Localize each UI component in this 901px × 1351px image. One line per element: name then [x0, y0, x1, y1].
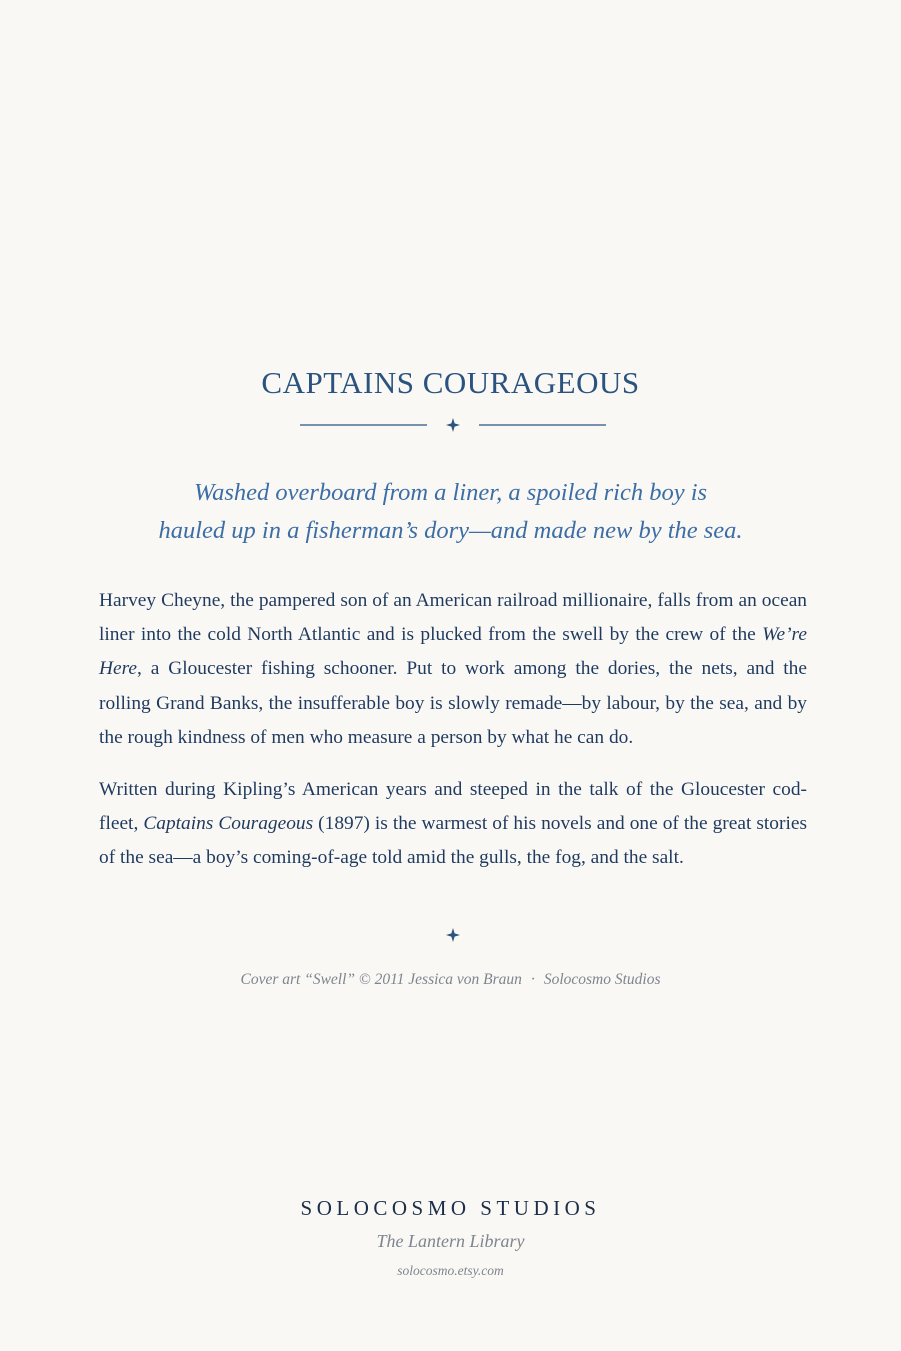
credit-separator: ·: [530, 971, 535, 988]
credit-studio: Solocosmo Studios: [543, 971, 661, 988]
tagline-line-2: hauled up in a fisherman’s dory—and made new by the sea.: [158, 517, 743, 544]
section-divider: [0, 924, 901, 946]
cover-art-credit: [0, 969, 901, 991]
description-paragraph-2: [99, 773, 807, 876]
art-credit: Cover art “Swell” © 2011 Jessica von Braun: [240, 971, 522, 988]
paragraph-2-text-end: (1897) is the warmest of his novels and one of the great stories of the sea—a boy’s coming-of-age told amid the gulls, the fog, and the salt.: [99, 813, 808, 869]
paragraph-1-text-end: , a Gloucester fishing schooner. Put to work among the dories, the nets, and the rolling Grand Banks, the insufferable boy is slowly remade—by labour, by the sea, and by the rough kindness of men who measure a person by what he can do.: [99, 658, 807, 748]
library-name: The Lantern Library: [376, 1231, 525, 1251]
ship-name: We’re Here: [99, 624, 807, 680]
book-title-inline: Captains Courageous: [143, 813, 314, 835]
tagline-line-1: Washed overboard from a liner, a spoiled rich boy is: [193, 479, 708, 506]
book-title: CAPTAINS COURAGEOUS: [261, 365, 640, 400]
description-paragraph-1: [99, 584, 807, 755]
publisher-name: SOLOCOSMO STUDIOS: [300, 1196, 601, 1220]
paragraph-1-text-start: Harvey Cheyne, the pampered son of an American railroad millionaire, falls from an ocean liner into the cold North Atlantic and is plucked from the swell by the crew of the: [99, 590, 807, 646]
tagline: [0, 474, 901, 550]
four-point-star-icon: [446, 928, 460, 942]
paragraph-2-text-start: Written during Kipling’s American years and steeped in the talk of the Gloucester cod-fleet,: [99, 779, 807, 835]
title-divider: [0, 413, 901, 437]
four-point-star-icon: [446, 418, 460, 432]
website-link[interactable]: solocosmo.etsy.com: [397, 1263, 504, 1278]
